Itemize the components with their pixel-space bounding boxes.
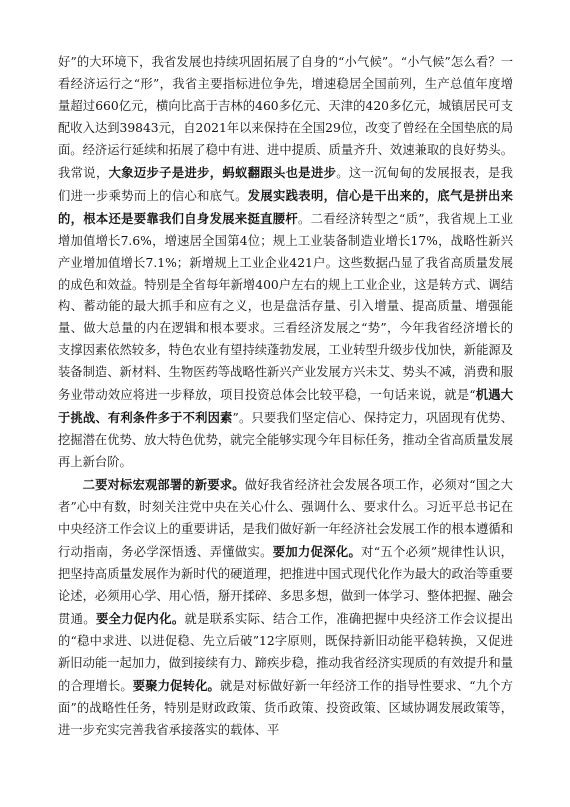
paragraph-text: 对“五个必须”规律性认识，把坚持高质量发展作为新时代的硬道理，把推进中国式现代化作为最大的政治等重要论述，必须用心学、用心悟，掰开揉碎、多思多想，做到一体学习、整体把握、融会贯通。 bbox=[58, 544, 513, 626]
paragraph-economic-outlook bbox=[58, 52, 513, 474]
paragraph-macro-requirements bbox=[58, 474, 513, 741]
paragraph-text: ”。只要我们坚定信心、保持定力，巩固现有优势、挖掘潜在优势、放大特色优势，就完全能够实现今年目标任务，推动全省高质量发展再上新台阶。 bbox=[58, 411, 513, 470]
paragraph-text: 就是对标做好新一年经济工作的指导性要求、“九个方面”的战略性任务，特别是财政政策、货币政策、投资政策、区域协调发展政策等，进一步充实完善我省承接落实的载体、平 bbox=[58, 678, 513, 737]
emphasis-text: 要聚力促转化。 bbox=[132, 677, 221, 693]
emphasis-text: 要全力促内化。 bbox=[95, 610, 185, 626]
paragraph-text: 就是联系实际、结合工作，准确把握中央经济工作会议提出的“稳中求进、以进促稳、先立后破”12字原则，既保持新旧动能平稳转换，又促进新旧动能一起加力，做到接续有力、蹄疾步稳，推动我省经济实现质的有效提升和量的合理增长。 bbox=[58, 611, 513, 693]
paragraph-text: 。这一沉甸甸的发展报表，是我们进一步乘势而上的信心和底气。 bbox=[58, 165, 513, 203]
emphasis-text: 机遇大于挑战、有利条件多于不利因素 bbox=[58, 387, 513, 426]
emphasis-text: 要加力促深化。 bbox=[272, 543, 362, 559]
emphasis-text: 大象迈步子是进步，蚂蚁翻跟头也是进步 bbox=[108, 164, 337, 180]
paragraph-text: 好”的大环境下，我省发展也持续巩固拓展了自身的“小气候”。“小气候”怎么看？一看经济运行之“形”，我省主要指标进位争先，增速稳居全国前列，生产总值年度增量超过660亿元，横向比高于吉林的460多亿元、天津的420多亿元，城镇居民可支配收入达到39843元，自2021年以来保持在全国29位，改变了曾经在全国垫底的局面。经济运行延续和拓展了稳中有进、进中提质、质量齐升、效速兼取的良好势头。我常说， bbox=[58, 55, 513, 180]
paragraph-text: 。二看经济转型之“质”，我省规上工业增加值增长7.6%，增速居全国第4位；规上工业装备制造业增长17%，战略性新兴产业增加值增长7.1%；新增规上工业企业421户。这些数据凸显了我省高质量发展的成色和效益。特别是全省每年新增400户左右的规上工业企业，这是转方式、调结构、蓄动能的最大抓手和应有之义，也是盘活存量、引入增量、提高质量、增强能量、做大总量的内在逻辑和根本要求。三看经济发展之“势”，今年我省经济增长的支撑因素依然较多，特色农业有望持续蓬勃发展，工业转型升级步伐加快，新能源及装备制造、新材料、生物医药等战略性新兴产业发展方兴未艾、势头不减，消费和服务业带动效应将进一步释放，项目投资总体会比较平稳，一句话来说，就是“ bbox=[58, 211, 513, 403]
paragraph-text: 做好我省经济社会发展各项工作，必须对“国之大者”心中有数，时刻关注党中央在关心什么、强调什么、要求什么。习近平总书记在中央经济工作会议上的重要讲话，是我们做好新一年经济社会发展工作的根本遵循和行动指南，务必学深悟透、弄懂做实。 bbox=[58, 478, 513, 559]
section-heading: 二要对标宏观部署的新要求。 bbox=[82, 477, 245, 493]
document-page bbox=[58, 52, 513, 742]
emphasis-text: 发展实践表明，信心是干出来的，底气是拼出来的，根本还是要靠我们自身发展来挺直腰杆 bbox=[58, 187, 513, 226]
